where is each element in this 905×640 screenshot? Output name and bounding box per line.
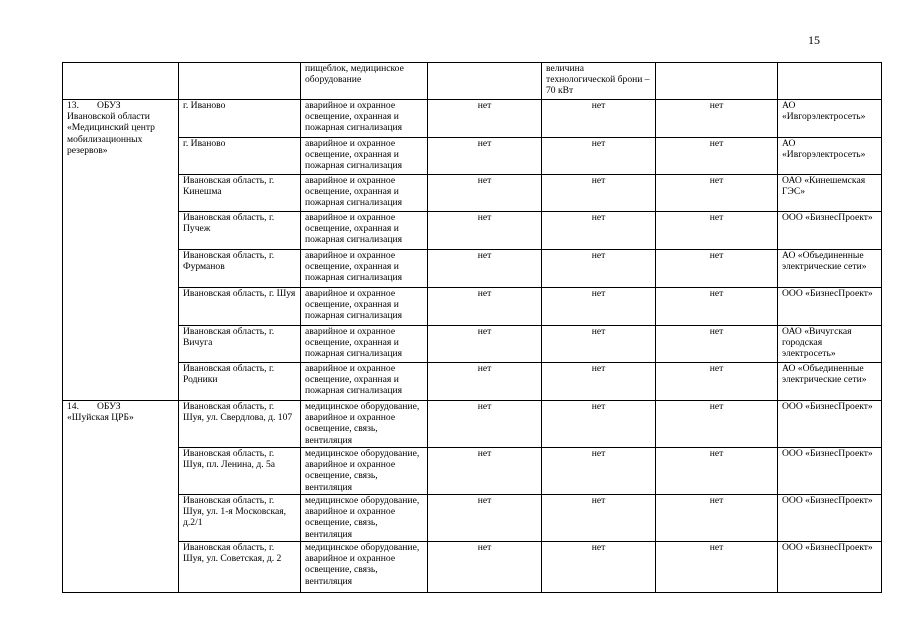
- status-cell: нет: [428, 288, 542, 326]
- organization-number: 14.: [67, 401, 79, 412]
- table-row: [63, 495, 882, 542]
- status-cell: нет: [428, 542, 542, 593]
- status-cell: нет: [656, 495, 778, 542]
- status-cell: нет: [542, 448, 656, 495]
- status-cell: нет: [656, 401, 778, 448]
- supplier-cell: АО «Ивгорэлектросеть»: [778, 100, 882, 138]
- status-cell: нет: [542, 138, 656, 175]
- location-cell: Ивановская область, г. Шуя, пл. Ленина, д. 5а: [179, 448, 301, 495]
- organization-number: 13.: [67, 100, 79, 111]
- status-cell: нет: [656, 175, 778, 212]
- equipment-cell: аварийное и охранное освещение, охранная и пожарная сигнализация: [301, 138, 428, 175]
- status-cell: нет: [656, 448, 778, 495]
- status-cell: нет: [428, 138, 542, 175]
- equipment-cell: аварийное и охранное освещение, охранная и пожарная сигнализация: [301, 363, 428, 401]
- supplier-cell: ООО «БизнесПроект»: [778, 212, 882, 250]
- status-cell: нет: [542, 288, 656, 326]
- equipment-cell: аварийное и охранное освещение, охранная и пожарная сигнализация: [301, 212, 428, 250]
- status-cell: нет: [428, 175, 542, 212]
- location-cell: г. Иваново: [179, 100, 301, 138]
- status-cell: нет: [428, 363, 542, 401]
- equipment-cell: аварийное и охранное освещение, охранная и пожарная сигнализация: [301, 175, 428, 212]
- equipment-cell: аварийное и охранное освещение, охранная и пожарная сигнализация: [301, 288, 428, 326]
- organization-name: «Шуйская ЦРБ»: [67, 412, 134, 424]
- status-cell: нет: [656, 542, 778, 593]
- page-number: 15: [808, 33, 820, 47]
- status-cell: нет: [656, 363, 778, 401]
- supplier-cell: ООО «БизнесПроект»: [778, 542, 882, 593]
- location-cell: Ивановская область, г. Шуя: [179, 288, 301, 326]
- status-cell: нет: [542, 175, 656, 212]
- location-cell: Ивановская область, г. Родники: [179, 363, 301, 401]
- organization-type: ОБУЗ: [97, 100, 121, 111]
- table-row: [63, 138, 882, 175]
- power-supply-table: [62, 62, 882, 593]
- supplier-cell: ООО «БизнесПроект»: [778, 401, 882, 448]
- status-cell: нет: [542, 212, 656, 250]
- supplier-cell: ООО «БизнесПроект»: [778, 448, 882, 495]
- status-cell: нет: [428, 448, 542, 495]
- table-row: [63, 212, 882, 250]
- supplier-cell: АО «Объединенные электрические сети»: [778, 363, 882, 401]
- status-cell: нет: [542, 250, 656, 288]
- equipment-cell: пищеблок, медицинское оборудование: [301, 63, 428, 100]
- table-row: [63, 326, 882, 363]
- status-cell: нет: [542, 100, 656, 138]
- reserve-cell: величина технологической брони – 70 кВт: [542, 63, 656, 100]
- supplier-cell: ООО «БизнесПроект»: [778, 495, 882, 542]
- status-cell: нет: [428, 326, 542, 363]
- status-cell: нет: [542, 326, 656, 363]
- status-cell: нет: [656, 212, 778, 250]
- table-row: [63, 250, 882, 288]
- status-cell: нет: [656, 100, 778, 138]
- equipment-cell: аварийное и охранное освещение, охранная и пожарная сигнализация: [301, 100, 428, 138]
- status-cell: нет: [428, 401, 542, 448]
- supplier-cell: ОАО «Вичугская городская электросеть»: [778, 326, 882, 363]
- status-cell: нет: [656, 250, 778, 288]
- table-row: [63, 100, 882, 138]
- status-cell: нет: [656, 326, 778, 363]
- location-cell: Ивановская область, г. Фурманов: [179, 250, 301, 288]
- status-cell: нет: [428, 100, 542, 138]
- status-cell: нет: [656, 288, 778, 326]
- status-cell: нет: [428, 495, 542, 542]
- status-cell: нет: [656, 138, 778, 175]
- status-cell: нет: [542, 495, 656, 542]
- status-cell: нет: [428, 212, 542, 250]
- organization-cell: [63, 401, 179, 593]
- status-cell: нет: [542, 401, 656, 448]
- location-cell: г. Иваново: [179, 138, 301, 175]
- supplier-cell: АО «Объединенные электрические сети»: [778, 250, 882, 288]
- location-cell: Ивановская область, г. Вичуга: [179, 326, 301, 363]
- status-cell: нет: [542, 363, 656, 401]
- table-row: [63, 542, 882, 593]
- location-cell: Ивановская область, г. Пучеж: [179, 212, 301, 250]
- equipment-cell: медицинское оборудование, аварийное и охранное освещение, связь, вентиляция: [301, 401, 428, 448]
- location-cell: Ивановская область, г. Шуя, ул. Советская, д. 2: [179, 542, 301, 593]
- organization-name: Ивановской области «Медицинский центр мобилизационных резервов»: [67, 111, 155, 156]
- supplier-cell: ОАО «Кинешемская ГЭС»: [778, 175, 882, 212]
- supplier-cell: АО «Ивгорэлектросеть»: [778, 138, 882, 175]
- organization-type: ОБУЗ: [97, 401, 121, 412]
- location-cell: Ивановская область, г. Кинешма: [179, 175, 301, 212]
- equipment-cell: аварийное и охранное освещение, охранная и пожарная сигнализация: [301, 250, 428, 288]
- table-row: [63, 288, 882, 326]
- equipment-cell: аварийное и охранное освещение, охранная и пожарная сигнализация: [301, 326, 428, 363]
- status-cell: нет: [542, 542, 656, 593]
- table-row: [63, 401, 882, 448]
- table-row: [63, 63, 882, 100]
- status-cell: нет: [428, 250, 542, 288]
- equipment-cell: медицинское оборудование, аварийное и охранное освещение, связь, вентиляция: [301, 542, 428, 593]
- table-row: [63, 448, 882, 495]
- organization-cell: [63, 100, 179, 401]
- table-row: [63, 175, 882, 212]
- equipment-cell: медицинское оборудование, аварийное и охранное освещение, связь, вентиляция: [301, 495, 428, 542]
- supplier-cell: ООО «БизнесПроект»: [778, 288, 882, 326]
- location-cell: Ивановская область, г. Шуя, ул. 1-я Московская, д.2/1: [179, 495, 301, 542]
- location-cell: Ивановская область, г. Шуя, ул. Свердлова, д. 107: [179, 401, 301, 448]
- table-row: [63, 363, 882, 401]
- equipment-cell: медицинское оборудование, аварийное и охранное освещение, связь, вентиляция: [301, 448, 428, 495]
